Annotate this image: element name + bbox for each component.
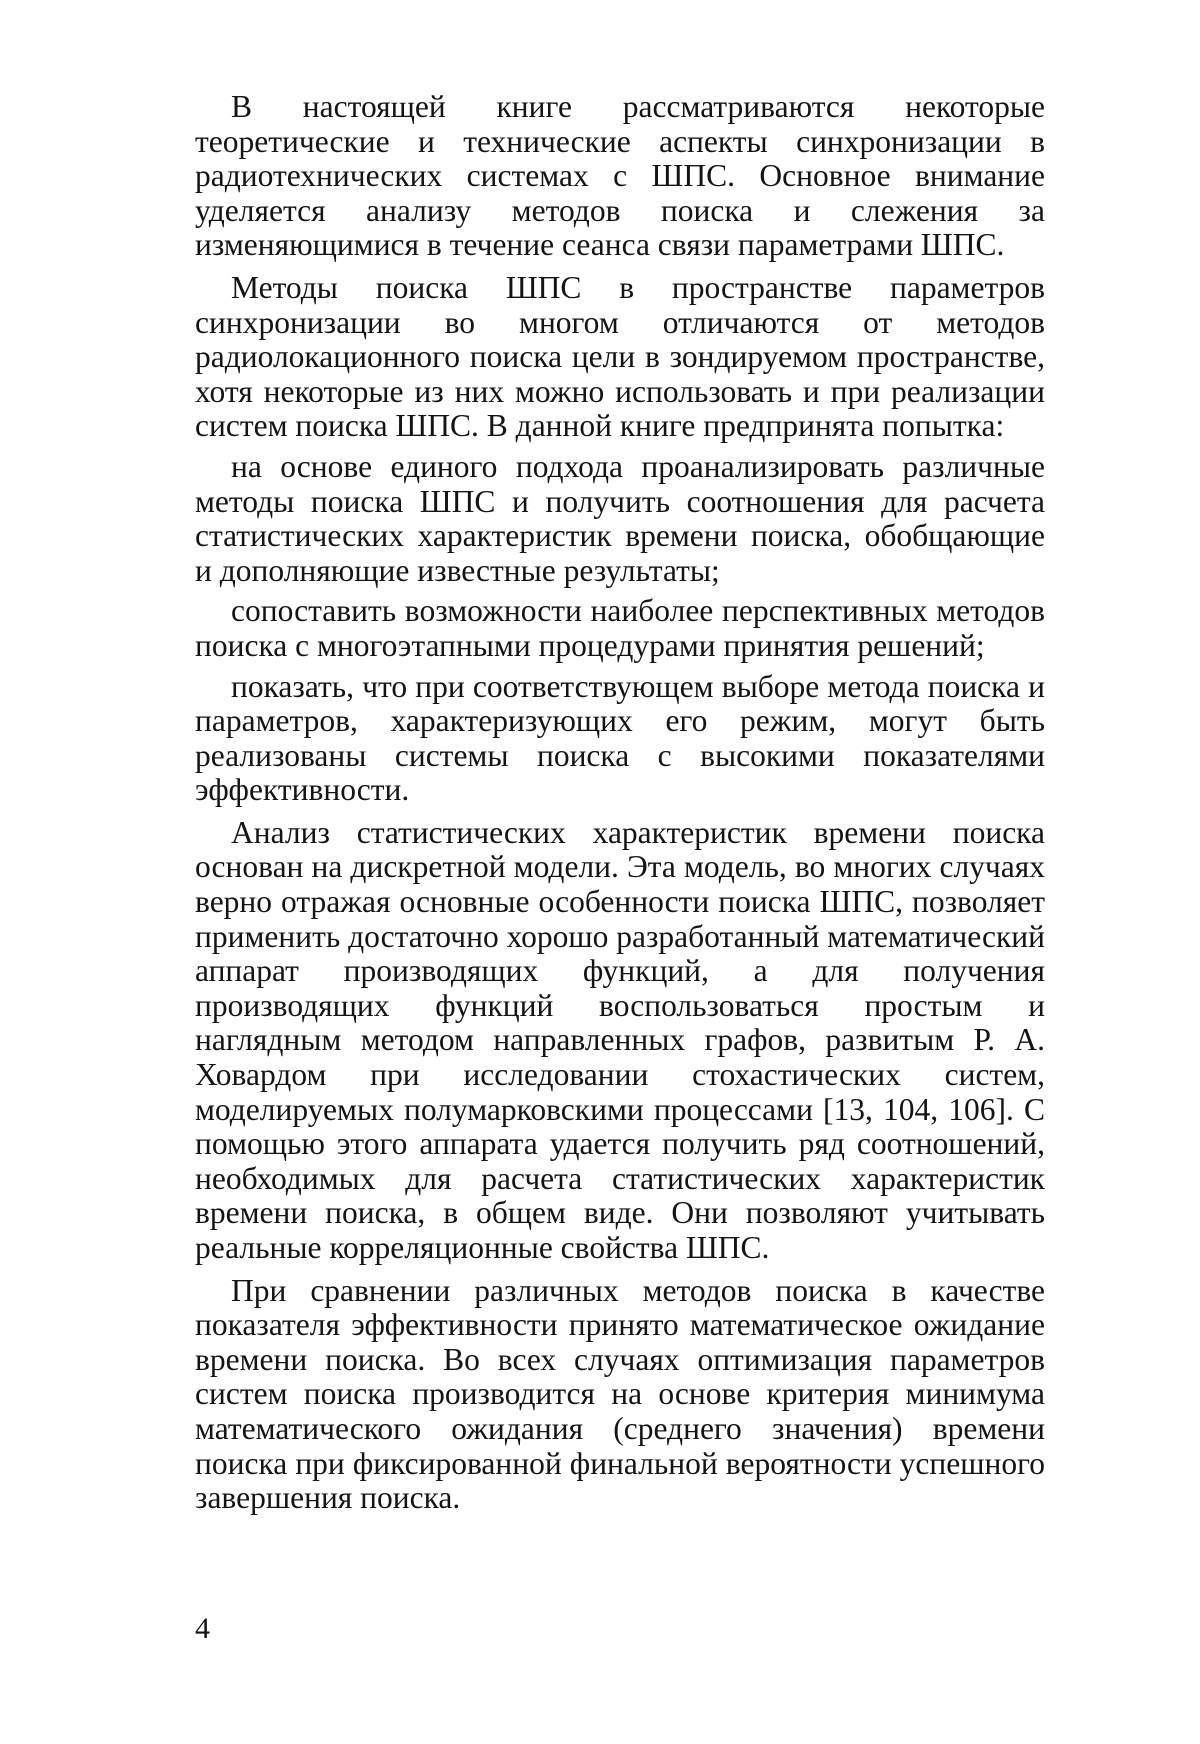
paragraph-intro: В настоящей книге рассматриваются некоторые теоретические и технические аспекты синхронизации в радиотехнических системах с ШПС. Основное внимание уделяется анализу методов поиска и слежения за изменяющимися в течение сеанса связи параметрами ШПС.: [195, 89, 1045, 263]
list-item: сопоставить возможности наиболее перспективных методов поиска с многоэтапными процедурами принятия решений;: [195, 593, 1045, 663]
list-item: показать, что при соответствующем выборе метода поиска и параметров, характеризующих его режим, могут быть реализованы системы поиска с высокими показателями эффективности.: [195, 668, 1045, 808]
paragraph-analysis: Анализ статистических характеристик времени поиска основан на дискретной модели. Эта модель, во многих случаях верно отражая основные особенности поиска ШПС, позволяет применить достаточно хорошо разработанный математический аппарат производящих функций, а для получения производящих функций воспользоваться простым и наглядным методом направленных графов, развитым Р. А. Ховардом при исследовании стохастических систем, моделируемых полумарковскими процессами [13, 104, 106]. С помощью этого аппарата удается получить ряд соотношений, необходимых для расчета статистических характеристик времени поиска, в общем виде. Они позволяют учитывать реальные корреляционные свойства ШПС.: [195, 814, 1046, 1265]
page-number: 4: [195, 1612, 210, 1645]
paragraph-comparison: При сравнении различных методов поиска в качестве показателя эффективности принято математическое ожидание времени поиска. Во всех случаях оптимизация параметров систем поиска производится на основе критерия минимума математического ожидания (среднего значения) времени поиска при фиксированной финальной вероятности успешного завершения поиска.: [195, 1272, 1045, 1516]
page-body: [195, 90, 1045, 1516]
paragraph-methods: Методы поиска ШПС в пространстве параметров синхронизации во многом отличаются от методов радиолокационного поиска цели в зондируемом пространстве, хотя некоторые из них можно использовать и при реализации систем поиска ШПС. В данной книге предпринята попытка:: [195, 269, 1045, 444]
list-item: на основе единого подхода проанализировать различные методы поиска ШПС и получить соотношения для расчета статистических характеристик времени поиска, обобщающие и дополняющие известные результаты;: [195, 448, 1045, 588]
